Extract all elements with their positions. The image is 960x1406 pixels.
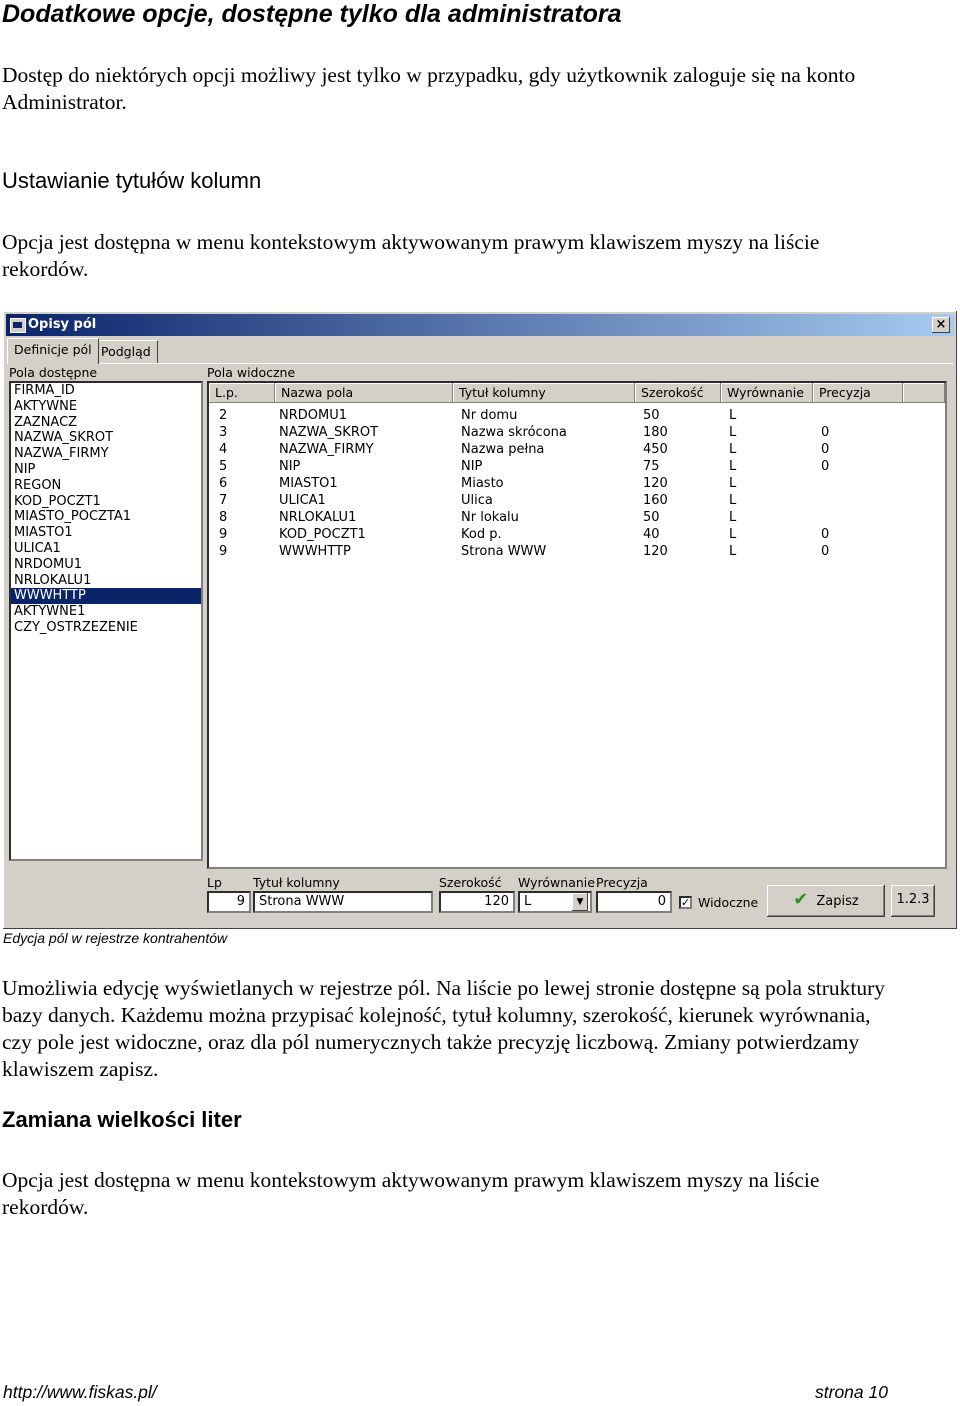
column-title-input[interactable]: Strona WWW bbox=[253, 891, 433, 913]
table-cell: KOD_POCZT1 bbox=[279, 527, 366, 542]
table-cell: NRDOMU1 bbox=[279, 408, 348, 423]
section-title-letter-case: Zamiana wielkości liter bbox=[2, 1107, 242, 1132]
table-cell: 2 bbox=[219, 408, 228, 423]
chevron-down-icon[interactable]: ▼ bbox=[572, 893, 588, 911]
lp-label: Lp bbox=[207, 875, 222, 890]
table-cell: 120 bbox=[643, 544, 668, 559]
table-cell: 40 bbox=[643, 527, 660, 542]
list-item[interactable]: KOD_POCZT1 bbox=[14, 493, 101, 509]
table-cell: 0 bbox=[821, 527, 830, 542]
table-row[interactable] bbox=[209, 475, 945, 492]
field-descriptions-window bbox=[2, 310, 958, 930]
footer-url[interactable]: http://www.fiskas.pl/ bbox=[3, 1382, 157, 1402]
table-cell: L bbox=[729, 493, 737, 508]
list-item[interactable]: MIASTO1 bbox=[14, 525, 73, 541]
table-cell: 5 bbox=[219, 459, 228, 474]
intro-paragraph: Dostęp do niektórych opcji możliwy jest tylko w przypadku, gdy użytkownik zaloguje się na konto Administrator. bbox=[2, 63, 856, 114]
window-app-icon bbox=[10, 318, 26, 333]
table-row[interactable] bbox=[209, 458, 945, 475]
section2-paragraph: Opcja jest dostępna w menu kontekstowym aktywowanym prawym klawiszem myszy na liście rekordów. bbox=[2, 1168, 820, 1219]
list-item[interactable]: ZAZNACZ bbox=[14, 414, 78, 430]
available-fields-list[interactable] bbox=[9, 381, 203, 861]
table-cell: Nr lokalu bbox=[461, 510, 519, 525]
table-cell: 0 bbox=[821, 425, 830, 440]
tab-preview[interactable]: Podgląd bbox=[94, 340, 158, 363]
table-cell: 180 bbox=[643, 425, 668, 440]
visible-fields-grid[interactable] bbox=[207, 381, 947, 869]
list-item[interactable]: NAZWA_FIRMY bbox=[14, 446, 109, 462]
table-row[interactable] bbox=[209, 424, 945, 441]
table-cell: Miasto bbox=[461, 476, 504, 491]
table-cell: L bbox=[729, 510, 737, 525]
table-cell: Strona WWW bbox=[461, 544, 547, 559]
table-row[interactable] bbox=[209, 492, 945, 509]
table-cell: Nr domu bbox=[461, 408, 518, 423]
list-item[interactable]: AKTYWNE bbox=[14, 398, 78, 414]
table-cell: L bbox=[729, 408, 737, 423]
visible-checkbox[interactable] bbox=[679, 896, 692, 909]
table-cell: L bbox=[729, 459, 737, 474]
table-cell: 120 bbox=[643, 476, 668, 491]
table-cell: L bbox=[729, 544, 737, 559]
save-button-label: Zapisz bbox=[816, 894, 859, 909]
column-header-precision[interactable]: Precyzja bbox=[813, 383, 903, 403]
table-cell: 75 bbox=[643, 459, 660, 474]
table-cell: 9 bbox=[219, 527, 228, 542]
table-cell: Kod p. bbox=[461, 527, 502, 542]
column-header-filler bbox=[903, 383, 945, 403]
table-cell: 0 bbox=[821, 442, 830, 457]
grid-header bbox=[209, 383, 945, 403]
save-button[interactable] bbox=[767, 885, 885, 917]
visible-checkbox-label: Widoczne bbox=[698, 895, 759, 910]
table-cell: 7 bbox=[219, 493, 228, 508]
visible-fields-label: Pola widoczne bbox=[207, 365, 296, 380]
page-heading: Dodatkowe opcje, dostępne tylko dla administratora bbox=[2, 0, 622, 28]
table-cell: 160 bbox=[643, 493, 668, 508]
table-cell: L bbox=[729, 527, 737, 542]
table-cell: NRLOKALU1 bbox=[279, 510, 357, 525]
table-cell: L bbox=[729, 442, 737, 457]
column-title-label: Tytuł kolumny bbox=[253, 875, 340, 890]
table-cell: NIP bbox=[461, 459, 483, 474]
table-cell: NIP bbox=[279, 459, 301, 474]
precision-input[interactable]: 0 bbox=[596, 891, 672, 913]
list-item[interactable]: NRLOKALU1 bbox=[14, 572, 92, 588]
table-cell: L bbox=[729, 425, 737, 440]
width-label: Szerokość bbox=[439, 875, 502, 890]
table-cell: 50 bbox=[643, 408, 660, 423]
column-header-alignment[interactable]: Wyrównanie bbox=[721, 383, 813, 403]
precision-label: Precyzja bbox=[596, 875, 648, 890]
list-item[interactable]: WWWHTTP bbox=[11, 588, 201, 604]
column-header-field-name[interactable]: Nazwa pola bbox=[275, 383, 453, 403]
alignment-value: L bbox=[524, 894, 532, 909]
list-item[interactable]: REGON bbox=[14, 477, 62, 493]
table-cell: 3 bbox=[219, 425, 228, 440]
table-cell: NAZWA_SKROT bbox=[279, 425, 379, 440]
table-row[interactable] bbox=[209, 407, 945, 424]
list-item[interactable]: FIRMA_ID bbox=[14, 383, 75, 398]
footer-page-number: strona 10 bbox=[815, 1382, 888, 1402]
table-row[interactable] bbox=[209, 509, 945, 526]
version-button[interactable]: 1.2.3 bbox=[891, 885, 935, 917]
table-cell: 8 bbox=[219, 510, 228, 525]
list-item[interactable]: AKTYWNE1 bbox=[14, 604, 86, 620]
list-item[interactable]: NIP bbox=[14, 461, 36, 477]
table-cell: NAZWA_FIRMY bbox=[279, 442, 374, 457]
lp-input[interactable]: 9 bbox=[207, 891, 251, 913]
description-paragraph: Umożliwia edycję wyświetlanych w rejestrze pól. Na liście po lewej stronie dostępne są pola struktury bazy danych. Każdemu można przypisać kolejność, tytuł kolumny, szerokość, kierunek wyrównania, czy pole jest widoczne, oraz dla pól numerycznych także precyzję liczbową. Zmiany potwierdzamy klawiszem zapisz. bbox=[2, 976, 886, 1081]
table-cell: Nazwa skrócona bbox=[461, 425, 567, 440]
table-cell: 0 bbox=[821, 459, 830, 474]
table-row[interactable] bbox=[209, 543, 945, 560]
column-header-width[interactable]: Szerokość bbox=[635, 383, 721, 403]
width-input[interactable]: 120 bbox=[439, 891, 515, 913]
table-cell: L bbox=[729, 476, 737, 491]
table-cell: 450 bbox=[643, 442, 668, 457]
list-item[interactable]: NRDOMU1 bbox=[14, 556, 83, 572]
close-button[interactable] bbox=[932, 317, 950, 333]
section1-paragraph: Opcja jest dostępna w menu kontekstowym aktywowanym prawym klawiszem myszy na liście rekordów. bbox=[2, 230, 820, 281]
save-check-icon: ✔ bbox=[793, 889, 809, 910]
table-cell: 0 bbox=[821, 544, 830, 559]
table-cell: 9 bbox=[219, 544, 228, 559]
title-bar bbox=[6, 314, 954, 336]
table-row[interactable] bbox=[209, 441, 945, 458]
close-icon: × bbox=[935, 317, 947, 332]
table-row[interactable] bbox=[209, 526, 945, 543]
list-item[interactable]: CZY_OSTRZEZENIE bbox=[14, 619, 138, 635]
grid-body bbox=[209, 407, 945, 857]
alignment-label: Wyrównanie bbox=[518, 875, 595, 890]
column-header-column-title[interactable]: Tytuł kolumny bbox=[453, 383, 635, 403]
list-item[interactable]: MIASTO_POCZTA1 bbox=[14, 509, 132, 525]
window-title: Opisy pól bbox=[28, 317, 97, 332]
table-cell: ULICA1 bbox=[279, 493, 326, 508]
figure-caption: Edycja pól w rejestrze kontrahentów bbox=[3, 930, 228, 946]
table-cell: MIASTO1 bbox=[279, 476, 338, 491]
list-item[interactable]: NAZWA_SKROT bbox=[14, 430, 114, 446]
table-cell: Ulica bbox=[461, 493, 493, 508]
table-cell: 6 bbox=[219, 476, 228, 491]
tab-field-definitions[interactable]: Definicje pól bbox=[7, 338, 99, 364]
table-cell: WWWHTTP bbox=[279, 544, 351, 559]
list-item[interactable]: ULICA1 bbox=[14, 540, 61, 556]
table-cell: 4 bbox=[219, 442, 228, 457]
section-title-column-titles: Ustawianie tytułów kolumn bbox=[2, 168, 262, 193]
checkmark-icon: ✓ bbox=[681, 896, 691, 909]
table-cell: 50 bbox=[643, 510, 660, 525]
table-cell: Nazwa pełna bbox=[461, 442, 545, 457]
available-fields-label: Pola dostępne bbox=[9, 365, 98, 380]
column-header-lp[interactable]: L.p. bbox=[209, 383, 275, 403]
